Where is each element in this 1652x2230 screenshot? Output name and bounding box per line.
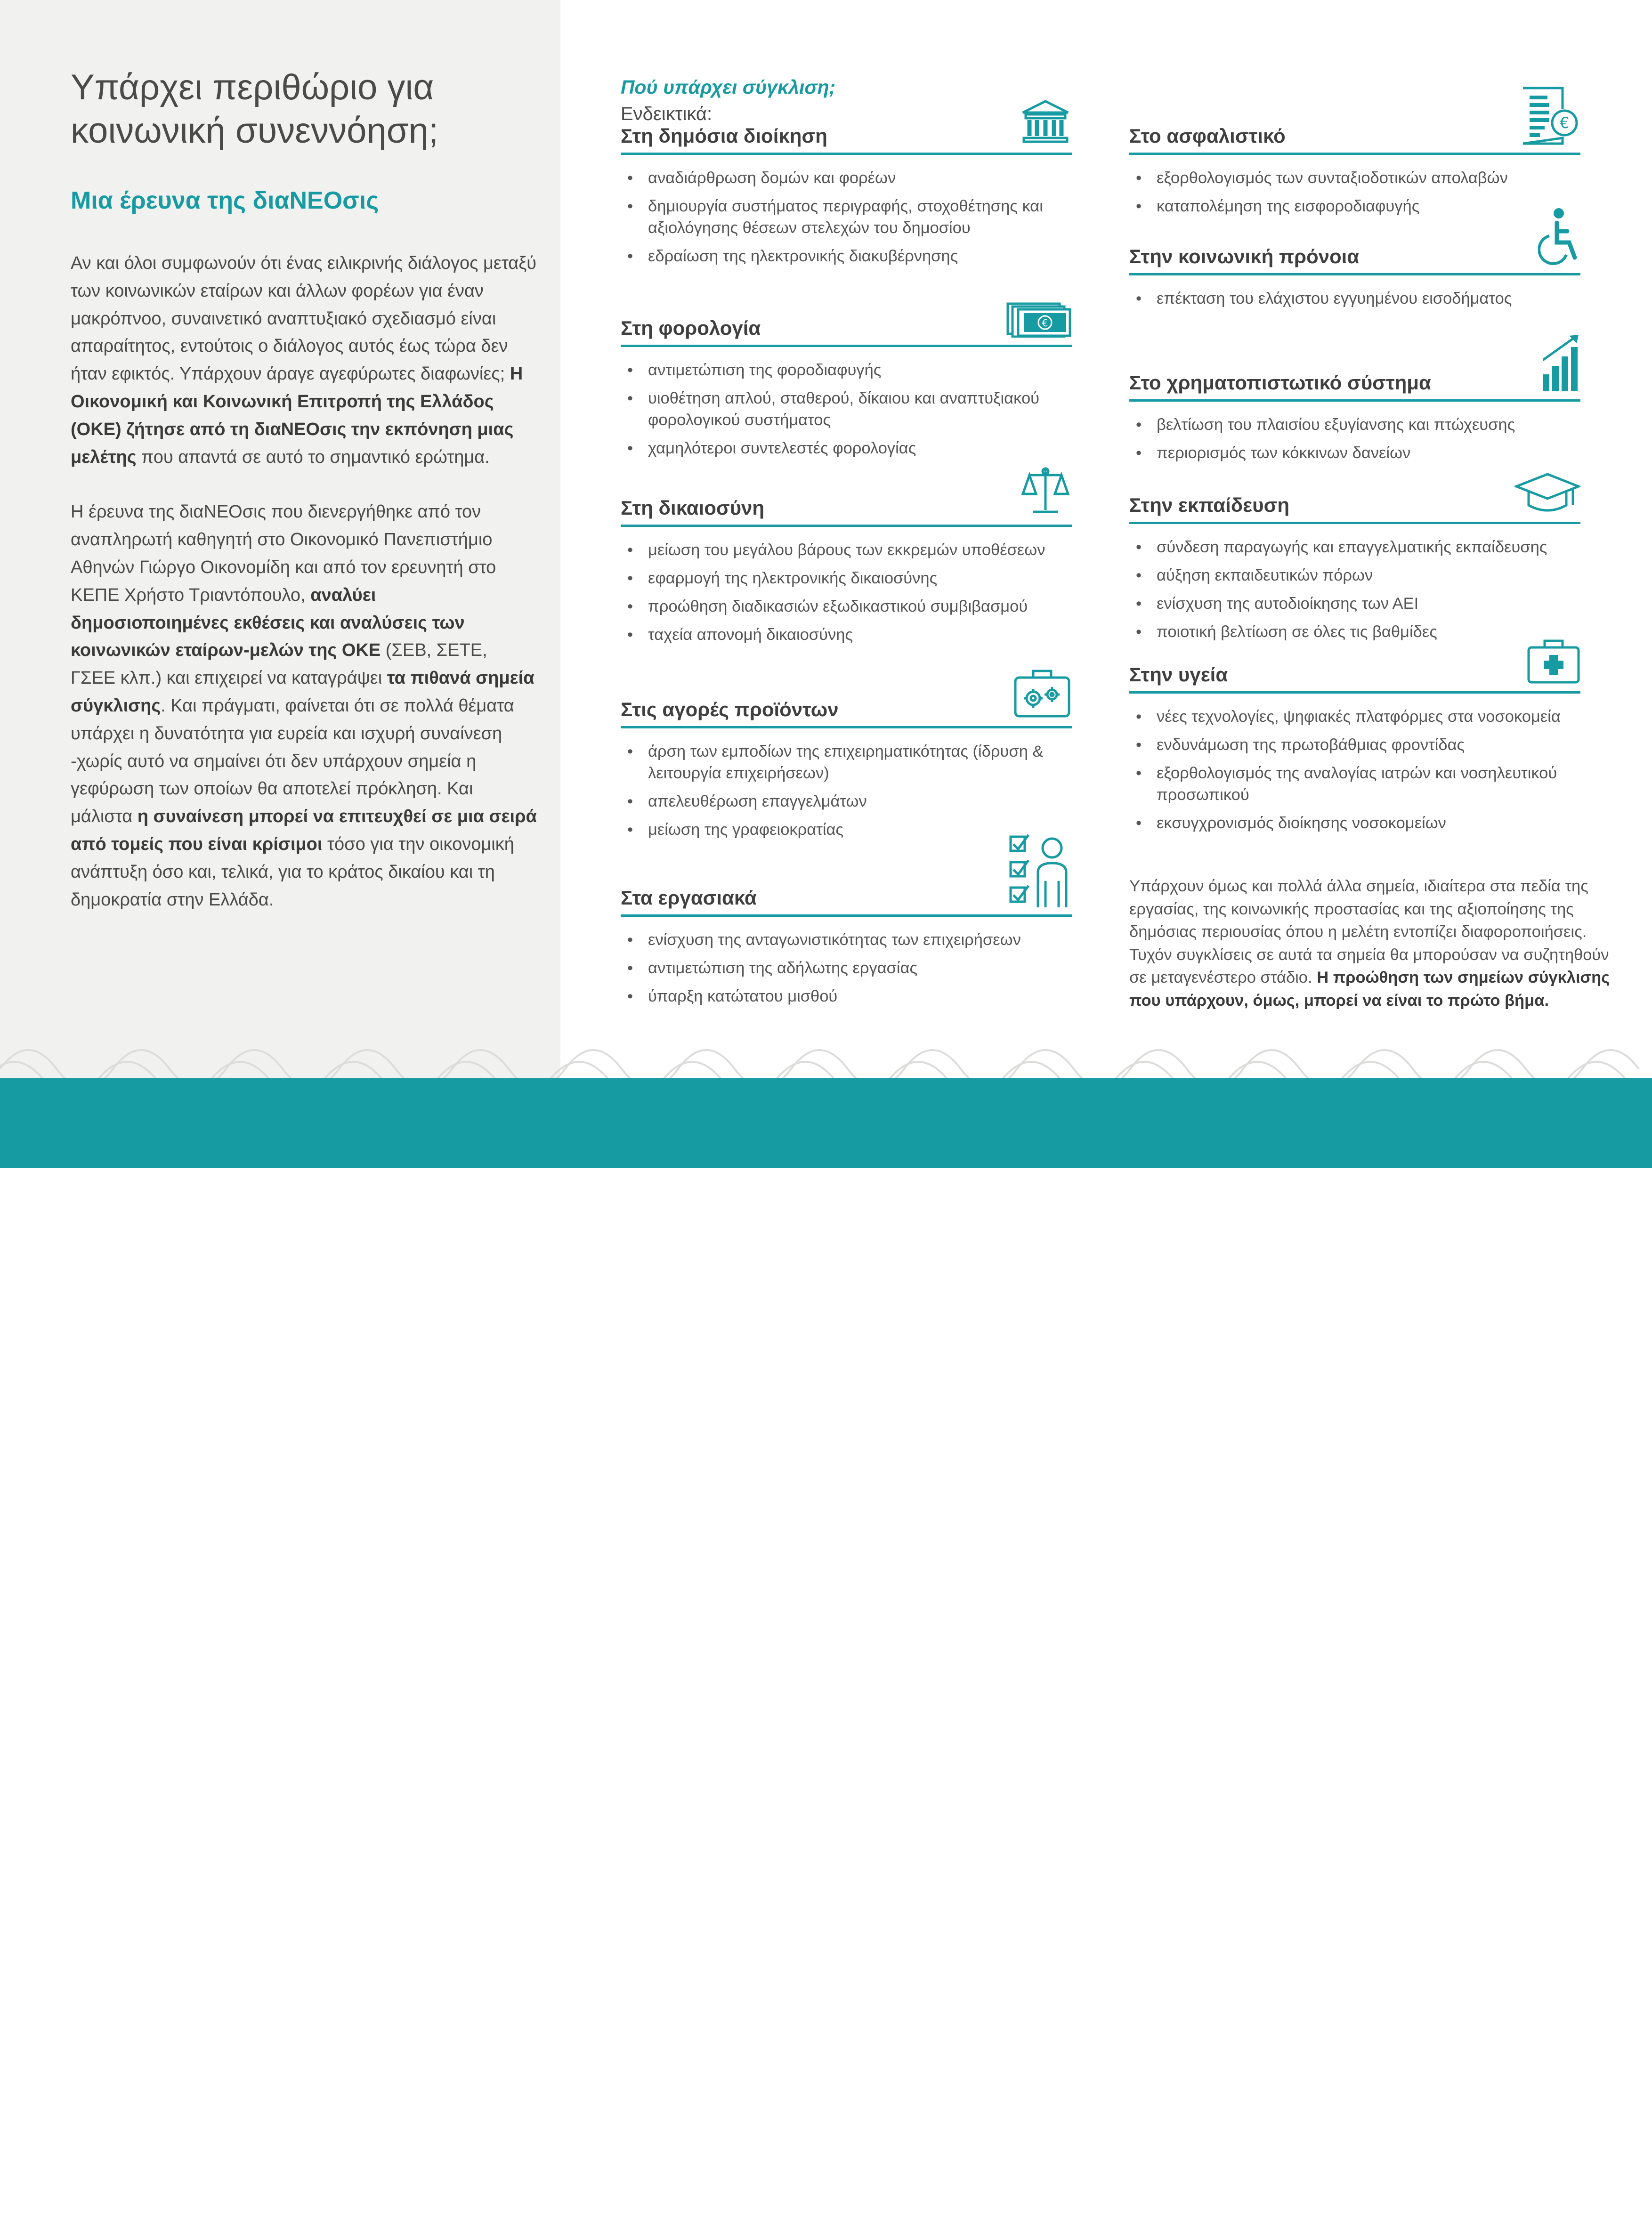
toolbox-gears-icon: [1012, 666, 1072, 721]
section-financial-system: [1129, 370, 1580, 470]
footer-label: Διαβάστε ολόκληρη την έρευνα στο: [71, 2188, 510, 2219]
section-header: [1129, 493, 1580, 524]
intro-p1-bold: Η Οικονομική και Κοινωνική Επιτροπή της Ελλάδος (ΟΚΕ) ζήτησε από τη διαΝΕΟσις την εκπόνηση μιας μελέτης: [71, 364, 523, 467]
government-building-icon: [1019, 98, 1072, 148]
list-item: • εφαρμογή της ηλεκτρονικής δικαιοσύνης: [621, 567, 1072, 589]
list-item: • νέες τεχνολογίες, ψηφιακές πλατφόρμες στα νοσοκομεία: [1129, 706, 1580, 727]
list-item: • βελτίωση του πλαισίου εξυγίανσης και πτώχευσης: [1129, 414, 1580, 436]
intro-paragraph-2: [71, 498, 537, 913]
logo-wordmark: διαΝΕΟσις: [1398, 2169, 1638, 2212]
section-header: [621, 315, 1072, 347]
section-title: Στη φορολογία: [621, 317, 761, 339]
first-aid-kit-icon: [1527, 637, 1580, 687]
section-items: [1129, 536, 1580, 643]
list-item: • ποιοτική βελτίωση σε όλες τις βαθμίδες: [1129, 621, 1580, 643]
section-taxation: [621, 315, 1072, 466]
list-item: • αντιμετώπιση της φοροδιαφυγής: [621, 359, 1072, 381]
section-header: [621, 123, 1072, 155]
euro-banknotes-icon: [1006, 300, 1072, 340]
section-items: [621, 929, 1072, 1007]
section-social-welfare: [1129, 244, 1580, 316]
section-items: [1129, 288, 1580, 309]
list-item: • άρση των εμποδίων της επιχειρηματικότητας (ίδρυση & λειτουργία επιχειρήσεων): [621, 741, 1072, 784]
list-item: • εκσυγχρονισμός διοίκησης νοσοκομείων: [1129, 812, 1580, 834]
intro-p2-a: Η έρευνα της διαΝΕΟσις που διενεργήθηκε από τον αναπληρωτή καθηγητή στο Οικονομικό Πανεπιστήμιο Αθηνών Γιώργο Οικονομίδη και από τον ερευνητή στο ΚΕΠΕ Χρήστο Τριαντόπουλο,: [71, 502, 496, 605]
dianeosis-logo: [1398, 2169, 1638, 2230]
section-title: Στα εργασιακά: [621, 887, 757, 909]
section-items: [621, 539, 1072, 646]
intro-p1-a: Αν και όλοι συμφωνούν ότι ένας ειλικρινής διάλογος μεταξύ των κοινωνικών εταίρων και άλλων φορέων για έναν μακρόπνοο, συναινετικό αναπτυξιακό σχεδιασμό είναι απαραίτητος, εντούτοις ο διάλογος αυτός έως τώρα δεν ήταν εφικτός. Υπάρχουν άραγε αγεφύρωτες διαφωνίες;: [71, 253, 537, 384]
insurance-document-icon: [1521, 86, 1580, 148]
section-title: Στην κοινωνική πρόνοια: [1129, 245, 1360, 267]
section-header: [621, 885, 1072, 917]
section-title: Στη δικαιοσύνη: [621, 497, 765, 519]
intro-p2-g: τόσο για την οικονομική ανάπτυξη όσο και, τελικά, για το κράτος δικαίου και τη δημοκρατία στην Ελλάδα.: [71, 834, 514, 910]
convergence-subheading: Ενδεικτικά:: [621, 104, 713, 124]
section-header: [1129, 662, 1580, 694]
list-item: • εξορθολογισμός των συνταξιοδοτικών απολαβών: [1129, 167, 1580, 189]
section-health: [1129, 662, 1580, 840]
list-item: • περιορισμός των κόκκινων δανείων: [1129, 442, 1580, 464]
closing-normal: Υπάρχουν όμως και πολλά άλλα σημεία, ιδιαίτερα στα πεδία της εργασίας, της κοινωνικής προστασίας και της αξιοποίησης της δημόσιας περιουσίας όπου η μελέτη εντοπίζει διαφοροποιήσεις. Τυχόν συγκλίσεις σε αυτά τα σημεία θα μπορούσαν να συζητηθούν σε μεταγενέστερο στάδιο.: [1129, 877, 1609, 986]
section-insurance: [1129, 114, 1580, 224]
list-item: • αντιμετώπιση της αδήλωτης εργασίας: [621, 957, 1072, 979]
section-header: [621, 697, 1072, 728]
list-item: • χαμηλότεροι συντελεστές φορολογίας: [621, 437, 1072, 459]
page-subtitle: Μια έρευνα της διαΝΕΟσις: [71, 187, 379, 214]
section-items: [621, 741, 1072, 840]
section-items: [621, 359, 1072, 459]
intro-paragraph-1: [71, 250, 537, 471]
footer-bar: [0, 1078, 1652, 2229]
intro-text: [71, 250, 537, 941]
list-item: • ύπαρξη κατώτατου μισθού: [621, 986, 1072, 1007]
list-item: • αναδιάρθρωση δομών και φορέων: [621, 167, 1072, 189]
intro-p2-bold-3: η συναίνεση μπορεί να επιτευχθεί σε μια σειρά από τομείς που είναι κρίσιμοι: [71, 807, 537, 854]
section-title: Στην εκπαίδευση: [1129, 494, 1289, 516]
section-items: [621, 167, 1072, 267]
section-title: Στο χρηματοπιστωτικό σύστημα: [1129, 372, 1431, 394]
section-header: [1129, 370, 1580, 402]
list-item: • σύνδεση παραγωγής και επαγγελματικής εκπαίδευσης: [1129, 536, 1580, 558]
section-justice: [621, 495, 1072, 652]
svg-text:€: €: [1042, 317, 1048, 329]
logo-tagline: ΟΡΓΑΝΙΣΜΟΣ ΕΡΕΥΝΑΣ & ΑΝΑΛΥΣΗΣ: [1402, 2220, 1572, 2229]
convergence-heading: Πού υπάρχει σύγκλιση;: [621, 76, 836, 98]
section-items: [1129, 167, 1580, 217]
decorative-pattern: [0, 1012, 1652, 1078]
intro-p2-e: . Και πράγματι, φαίνεται ότι σε πολλά θέματα υπάρχει η δυνατότητα για ευρεία και ισχυρή συναίνεση -χωρίς αυτό να σημαίνει ότι δεν υπάρχουν σημεία η γεφύρωση των οποίων θα αποτελεί πρόκληση. Και μάλιστα: [71, 695, 514, 827]
intro-p2-bold-1: αναλύει δημοσιοποιημένες εκθέσεις και αναλύσεις των κοινωνικών εταίρων-μελών της ΟΚΕ: [71, 585, 465, 661]
footer-link[interactable]: dianeosis.org: [518, 2188, 702, 2219]
list-item: • επέκταση του ελάχιστου εγγυημένου εισοδήματος: [1129, 288, 1580, 309]
list-item: • ενδυνάμωση της πρωτοβάθμιας φροντίδας: [1129, 734, 1580, 756]
list-item: • δημιουργία συστήματος περιγραφής, στοχοθέτησης και αξιολόγησης θέσεων στελεχών του δημοσίου: [621, 195, 1072, 239]
section-header: [1129, 244, 1580, 275]
list-item: • ενίσχυση της αυτοδιοίκησης των ΑΕΙ: [1129, 593, 1580, 614]
list-item: • υιοθέτηση απλού, σταθερού, δίκαιου και αναπτυξιακού φορολογικού συστήματος: [621, 388, 1072, 431]
growth-chart-icon: [1543, 334, 1580, 395]
section-title: Στο ασφαλιστικό: [1129, 125, 1286, 147]
section-items: [1129, 414, 1580, 464]
list-item: • μείωση της γραφειοκρατίας: [621, 819, 1072, 840]
list-item: • εδραίωση της ηλεκτρονικής διακυβέρνησης: [621, 245, 1072, 267]
page-title: Υπάρχει περιθώριο για κοινωνική συνεννόηση;: [71, 67, 439, 151]
section-header: [1129, 114, 1580, 155]
intro-p1-c: που απαντά σε αυτό το σημαντικό ερώτημα.: [141, 447, 490, 467]
graduation-cap-icon: [1514, 472, 1580, 517]
list-item: • ενίσχυση της ανταγωνιστικότητας των επιχειρήσεων: [621, 929, 1072, 951]
list-item: • απελευθέρωση επαγγελμάτων: [621, 791, 1072, 812]
list-item: • μείωση του μεγάλου βάρους των εκκρεμών υποθέσεων: [621, 539, 1072, 561]
list-item: • προώθηση διαδικασιών εξωδικαστικού συμβιβασμού: [621, 596, 1072, 617]
wheelchair-icon: [1538, 208, 1580, 268]
intro-p2-bold-2: τα πιθανά σημεία σύγκλισης: [71, 668, 534, 716]
list-item: • αύξηση εκπαιδευτικών πόρων: [1129, 565, 1580, 586]
closing-bold: Η προώθηση των σημείων σύγκλισης που υπάρχουν, όμως, μπορεί να είναι το πρώτο βήμα.: [1129, 969, 1610, 1010]
svg-text:€: €: [1559, 114, 1570, 132]
section-labor: [621, 885, 1072, 1014]
list-item: • εξορθολογισμός της αναλογίας ιατρών και νοσηλευτικού προσωπικού: [1129, 762, 1580, 806]
footer-text: [71, 2186, 701, 2222]
section-title: Στη δημόσια διοίκηση: [621, 125, 827, 147]
section-header: [621, 495, 1072, 527]
list-item: • ταχεία απονομή δικαιοσύνης: [621, 624, 1072, 646]
closing-text: [1129, 875, 1619, 1012]
section-items: [1129, 706, 1580, 834]
section-public-administration: [621, 123, 1072, 274]
list-item: • καταπολέμηση της εισφοροδιαφυγής: [1129, 195, 1580, 217]
intro-p2-c: (ΣΕΒ, ΣΕΤΕ, ΓΣΕΕ κλπ.) και επιχειρεί να καταγράψει: [71, 640, 487, 688]
section-title: Στις αγορές προϊόντων: [621, 698, 839, 720]
section-education: [1129, 493, 1580, 649]
scales-of-justice-icon: [1019, 465, 1072, 520]
worker-checklist-icon: [1009, 832, 1072, 910]
section-title: Στην υγεία: [1129, 663, 1228, 686]
section-product-markets: [621, 697, 1072, 847]
